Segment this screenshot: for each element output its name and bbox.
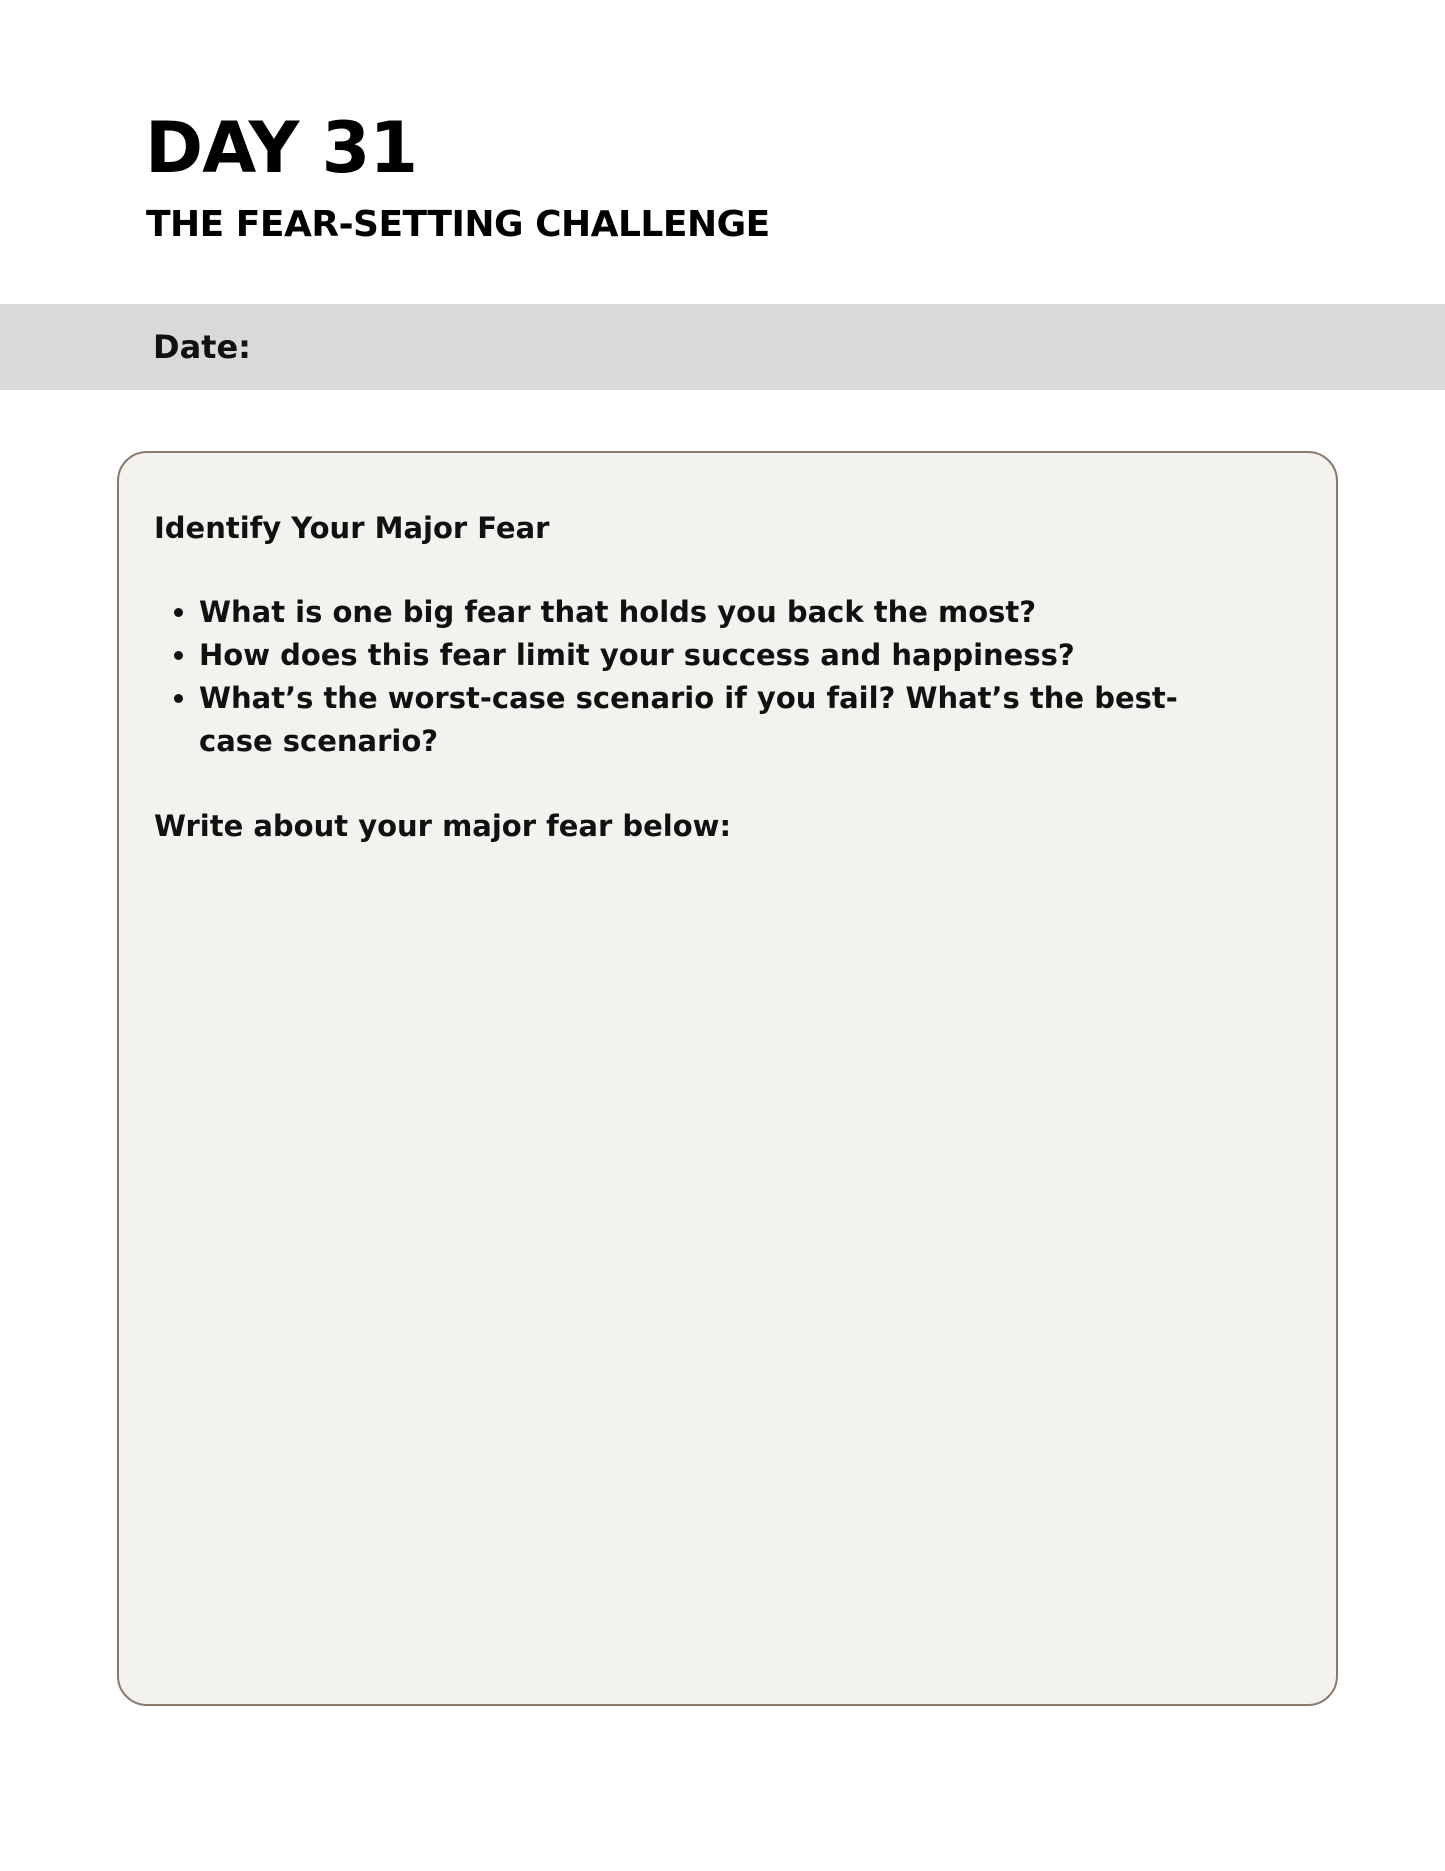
writing-box xyxy=(117,451,1338,1706)
writing-area[interactable] xyxy=(154,873,1304,1673)
write-instruction: Write about your major fear below: xyxy=(154,809,732,843)
page-subtitle: THE FEAR-SETTING CHALLENGE xyxy=(146,204,770,245)
section-heading: Identify Your Major Fear xyxy=(154,511,550,545)
date-band xyxy=(0,304,1445,390)
prompt-item: • How does this fear limit your success and happiness? xyxy=(199,634,1219,677)
prompt-item: • What’s the worst-case scenario if you fail? What’s the best-case scenario? xyxy=(199,677,1219,763)
prompt-list xyxy=(199,591,1219,763)
date-label: Date: xyxy=(153,328,251,366)
prompt-item: • What is one big fear that holds you back the most? xyxy=(199,591,1219,634)
page-title: DAY 31 xyxy=(145,107,418,189)
